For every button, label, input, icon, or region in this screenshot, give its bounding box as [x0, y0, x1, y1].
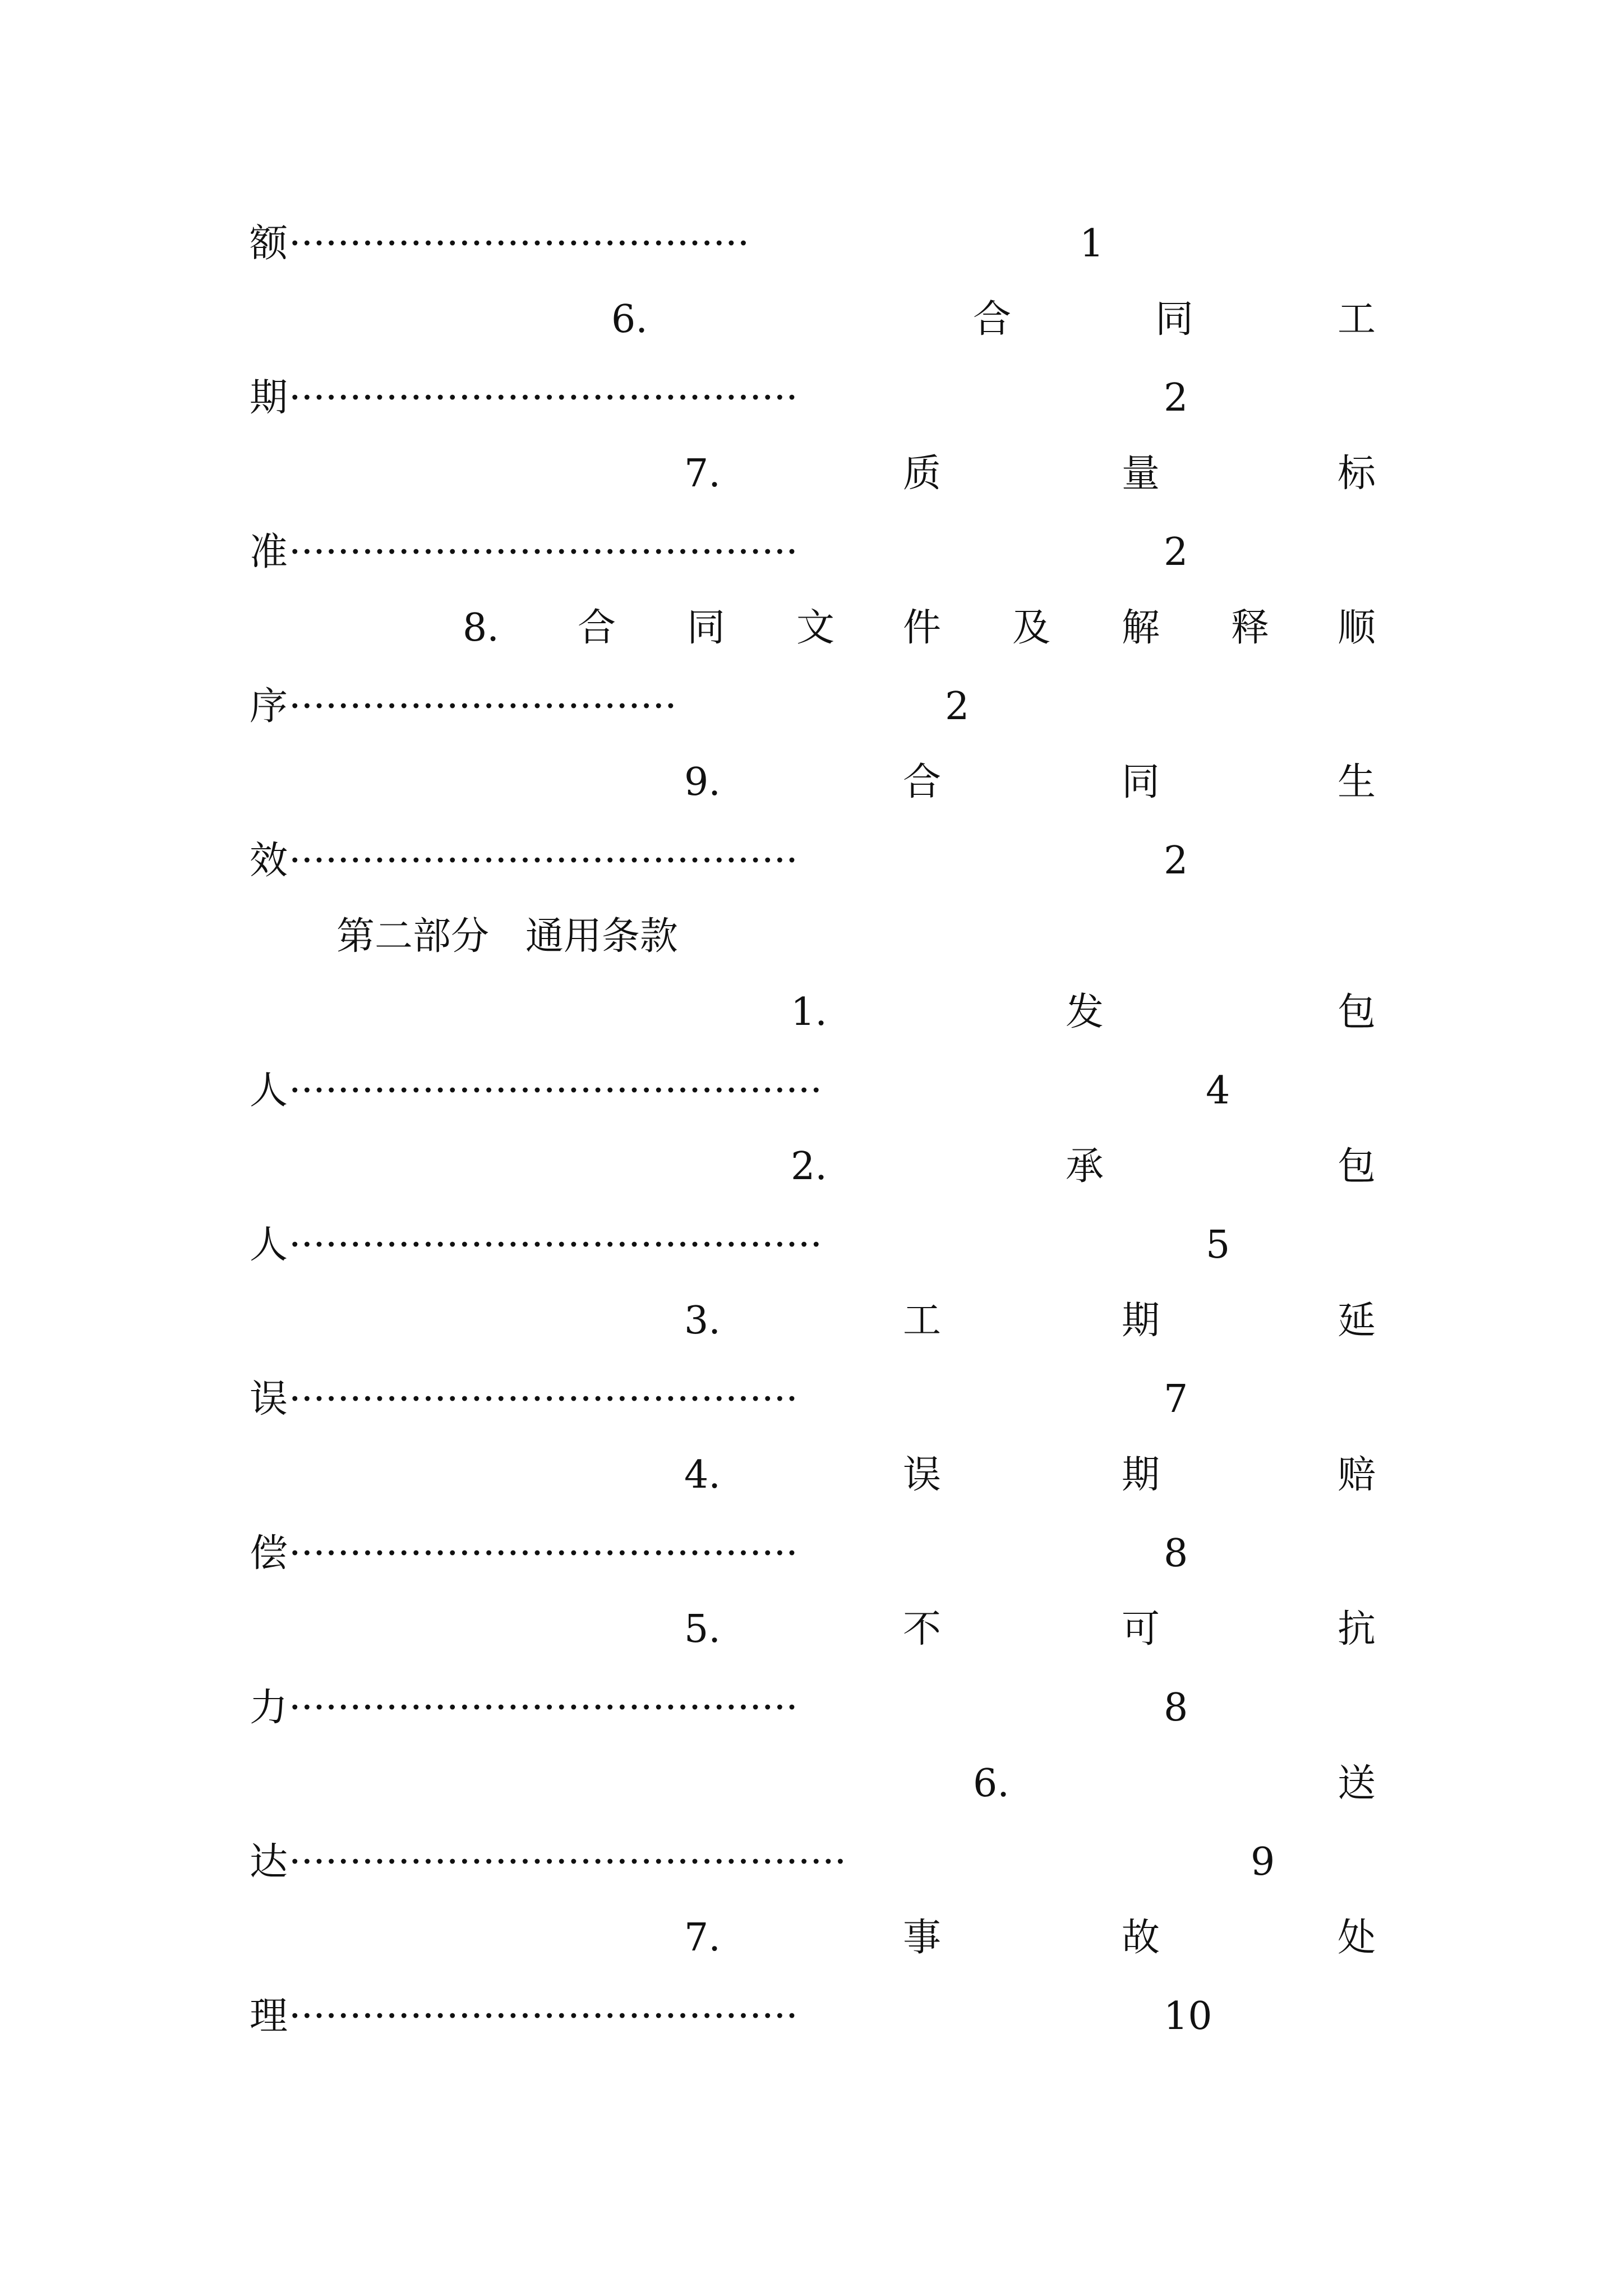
toc-title-char: 延: [1338, 1299, 1376, 1343]
toc-label: 效: [250, 839, 288, 883]
dot-leader: ··········································: [289, 1377, 798, 1421]
dot-leader: ··········································: [289, 376, 798, 420]
toc-row: [0, 1910, 1623, 1966]
toc-title-char: 误: [903, 1453, 942, 1497]
toc-title-char: 可: [1122, 1607, 1160, 1651]
toc-row: [0, 1989, 1623, 2045]
toc-title-char: 包: [1338, 1144, 1376, 1189]
toc-page-number: 2: [1164, 376, 1188, 420]
toc-page-number: 4: [1206, 1069, 1230, 1113]
toc-row: [0, 1602, 1623, 1658]
toc-label: 人: [250, 1069, 288, 1113]
toc-title-char: 量: [1122, 452, 1160, 496]
toc-label: 序: [250, 684, 288, 729]
toc-row: [0, 1217, 1623, 1273]
dot-leader: ······································: [289, 222, 750, 266]
toc-title-char: 同: [1122, 760, 1160, 804]
toc-number: 2.: [791, 1144, 827, 1189]
toc-page-number: 10: [1164, 1994, 1212, 2039]
toc-title-char: 解: [1122, 606, 1160, 650]
toc-title-char: 件: [903, 606, 942, 650]
toc-title-char: 事: [903, 1916, 942, 1960]
toc-row: [0, 1834, 1623, 1890]
toc-title-char: 工: [1338, 297, 1376, 342]
toc-title-char: 工: [903, 1299, 942, 1343]
toc-row: [0, 292, 1623, 348]
toc-title-char: 不: [903, 1607, 942, 1651]
toc-page-number: 8: [1164, 1531, 1188, 1576]
toc-label: 额: [250, 222, 288, 266]
toc-page-number: 5: [1206, 1223, 1230, 1267]
toc-row: [0, 1372, 1623, 1428]
toc-number: 1.: [791, 990, 827, 1034]
toc-title-char: 质: [903, 452, 942, 496]
toc-label: 准: [250, 530, 288, 574]
toc-label: 偿: [250, 1531, 288, 1576]
toc-title-char: 合: [903, 760, 942, 804]
toc-label: 达: [250, 1840, 288, 1884]
toc-page-number: 2: [1164, 839, 1188, 883]
toc-number: 3.: [684, 1299, 721, 1343]
section-heading: 第二部分 通用条款: [336, 914, 678, 959]
toc-title-char: 处: [1338, 1916, 1376, 1960]
toc-title-char: 抗: [1338, 1607, 1376, 1651]
toc-page-number: 1: [1080, 222, 1104, 266]
toc-number: 7.: [684, 1916, 721, 1960]
toc-row: [0, 833, 1623, 889]
toc-page-number: 2: [1164, 530, 1188, 574]
toc-row: [0, 1063, 1623, 1119]
toc-title-char: 释: [1231, 606, 1270, 650]
toc-title-char: 包: [1338, 990, 1376, 1034]
toc-title-char: 赔: [1338, 1453, 1376, 1497]
toc-number: 7.: [684, 452, 721, 496]
toc-title-char: 及: [1012, 606, 1051, 650]
toc-title-char: 顺: [1338, 606, 1376, 650]
toc-row: [0, 524, 1623, 581]
toc-title-char: 故: [1122, 1916, 1160, 1960]
toc-title-char: 承: [1066, 1144, 1104, 1189]
toc-row: [0, 679, 1623, 735]
toc-title-char: 标: [1338, 452, 1376, 496]
dot-leader: ············································: [289, 1069, 823, 1113]
toc-row: [0, 1447, 1623, 1503]
dot-leader: ··········································: [289, 1686, 798, 1730]
toc-title-char: 合: [973, 297, 1012, 342]
toc-number: 9.: [684, 760, 721, 804]
toc-number: 6.: [611, 297, 648, 342]
toc-number: 5.: [684, 1607, 721, 1651]
toc-title-char: 期: [1122, 1299, 1160, 1343]
toc-page-number: 7: [1164, 1377, 1188, 1421]
toc-title-char: 生: [1338, 760, 1376, 804]
toc-label: 人: [250, 1223, 288, 1267]
toc-title-char: 合: [578, 606, 616, 650]
toc-row: [0, 1526, 1623, 1582]
toc-label: 理: [250, 1994, 288, 2039]
toc-row: [0, 984, 1623, 1041]
toc-row: [0, 1756, 1623, 1812]
toc-number: 8.: [463, 606, 499, 650]
dot-leader: ··········································: [289, 1531, 798, 1576]
toc-title-char: 发: [1066, 990, 1104, 1034]
toc-row: [0, 446, 1623, 502]
toc-title-char: 送: [1338, 1761, 1376, 1806]
toc-row: [0, 370, 1623, 426]
toc-row: [0, 216, 1623, 272]
toc-row: [0, 1139, 1623, 1195]
toc-page-number: 9: [1251, 1840, 1275, 1884]
toc-row: [0, 1680, 1623, 1736]
dot-leader: ··············································: [289, 1840, 847, 1884]
dot-leader: ··········································: [289, 839, 798, 883]
dot-leader: ··········································: [289, 530, 798, 574]
toc-row: [0, 1293, 1623, 1349]
toc-number: 6.: [973, 1761, 1009, 1806]
toc-title-char: 同: [687, 606, 726, 650]
toc-row: [0, 754, 1623, 811]
toc-title-char: 同: [1155, 297, 1194, 342]
toc-label: 误: [250, 1377, 288, 1421]
toc-title-char: 文: [796, 606, 835, 650]
toc-number: 4.: [684, 1453, 721, 1497]
dot-leader: ··········································: [289, 1994, 798, 2039]
toc-page-number: 2: [945, 684, 970, 729]
toc-page-number: 8: [1164, 1686, 1188, 1730]
toc-title-char: 期: [1122, 1453, 1160, 1497]
toc-row: [0, 600, 1623, 656]
toc-label: 期: [250, 376, 288, 420]
toc-label: 力: [250, 1686, 288, 1730]
dot-leader: ············································: [289, 1223, 823, 1267]
dot-leader: ································: [289, 684, 677, 729]
